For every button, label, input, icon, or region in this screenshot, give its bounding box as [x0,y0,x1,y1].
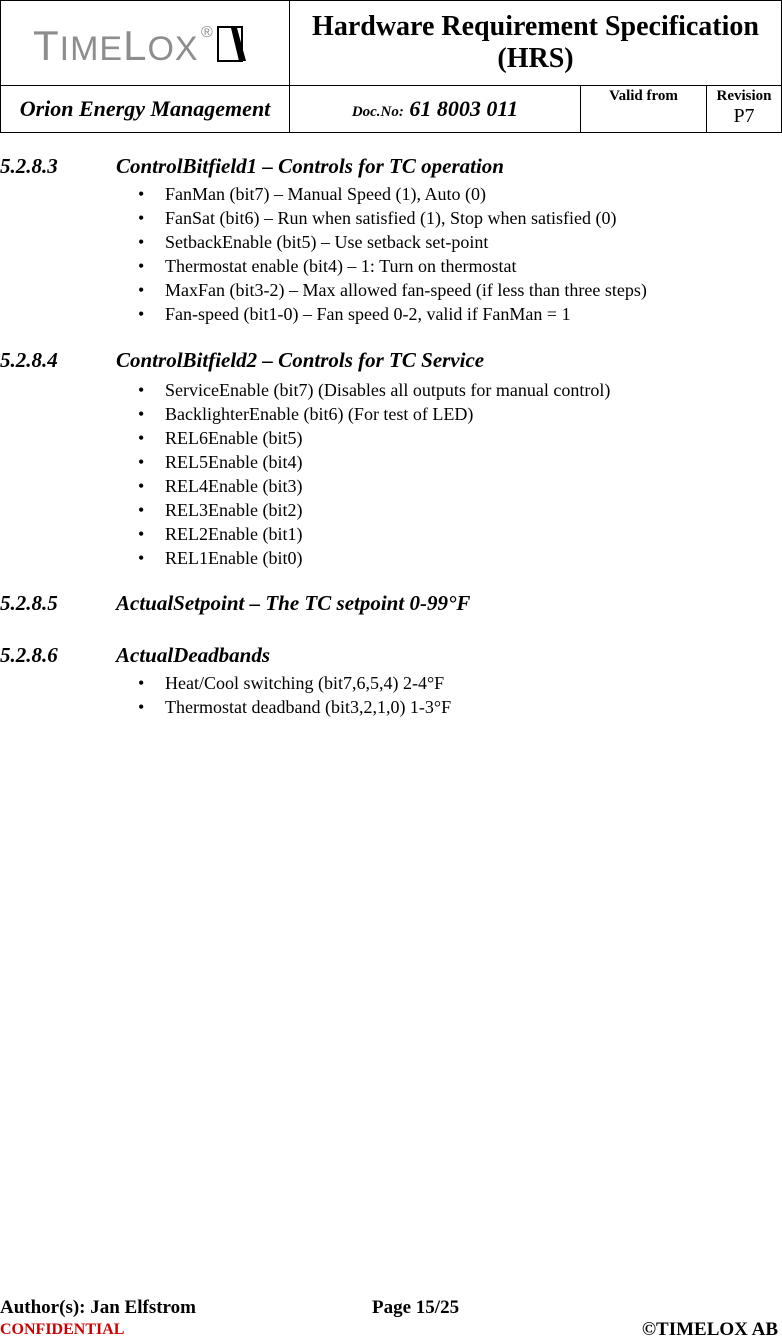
bullet-icon: • [138,304,145,324]
bullet-icon: • [138,548,145,568]
valid-from [581,86,707,133]
bullet-icon: • [138,452,145,472]
list-item: • REL2Enable (bit1) [138,524,303,544]
confidential-label: CONFIDENTIAL [0,1321,125,1338]
bullet-icon: • [138,428,145,448]
list-item: • SetbackEnable (bit5) – Use setback set-point [138,232,489,252]
company-name: Orion Energy Management [1,86,290,133]
bullet-list [0,182,782,326]
list-item: • ServiceEnable (bit7) (Disables all outputs for manual control) [138,380,611,400]
section-number: 5.2.8.4 [0,348,58,372]
section-heading [0,348,782,374]
section-number: 5.2.8.5 [0,591,58,615]
door-icon [217,26,247,62]
doc-number-value: 61 8003 011 [409,96,519,121]
list-item: • REL1Enable (bit0) [138,548,303,568]
bullet-icon: • [138,256,145,276]
list-item: • REL5Enable (bit4) [138,452,303,472]
page-number: Page 15/25 [372,1297,460,1318]
list-item: • Thermostat deadband (bit3,2,1,0) 1-3°F [138,697,452,717]
list-item: • Fan-speed (bit1-0) – Fan speed 0-2, valid if FanMan = 1 [138,304,571,324]
bullet-icon: • [138,404,145,424]
bullet-icon: • [138,380,145,400]
section-title: ActualSetpoint – The TC setpoint 0-99°F [116,591,471,615]
document-title: Hardware Requirement Specification (HRS) [290,1,782,86]
valid-from-label: Valid from [609,88,678,104]
list-item: • FanMan (bit7) – Manual Speed (1), Auto (0) [138,184,486,204]
section-title: ControlBitfield1 – Controls for TC operation [116,154,504,178]
section-title: ActualDeadbands [116,643,271,667]
list-item: • Thermostat enable (bit4) – 1: Turn on thermostat [138,256,517,276]
section-number: 5.2.8.6 [0,643,58,667]
author: Author(s): Jan Elfstrom [0,1297,196,1318]
bullet-icon: • [138,232,145,252]
bullet-icon: • [138,280,145,300]
section-5-2-8-3 [0,154,782,326]
bullet-icon: • [138,208,145,228]
revision [707,86,782,133]
list-item: • REL3Enable (bit2) [138,500,303,520]
bullet-icon: • [138,673,145,693]
section-5-2-8-4 [0,348,782,570]
list-item: • REL4Enable (bit3) [138,476,303,496]
section-number: 5.2.8.3 [0,154,58,178]
bullet-list [0,671,782,719]
section-heading [0,154,782,180]
registered-mark: ® [201,24,213,41]
logo-cell [1,1,290,86]
bullet-icon: • [138,524,145,544]
doc-number-label: Doc.No: [351,104,404,120]
bullet-list [0,378,782,570]
section-5-2-8-5 [0,591,782,617]
section-heading [0,643,782,669]
revision-label: Revision [716,88,772,104]
section-heading [0,591,782,617]
document-header [0,0,782,133]
list-item: • FanSat (bit6) – Run when satisfied (1), Stop when satisfied (0) [138,208,617,228]
bullet-icon: • [138,476,145,496]
bullet-icon: • [138,697,145,717]
list-item: • REL6Enable (bit5) [138,428,303,448]
list-item: • MaxFan (bit3-2) – Max allowed fan-speed (if less than three steps) [138,280,647,300]
section-5-2-8-6 [0,643,782,719]
bullet-icon: • [138,184,145,204]
copyright: ©TIMELOX AB [641,1319,778,1340]
section-title: ControlBitfield2 – Controls for TC Service [116,348,485,372]
list-item: • BacklighterEnable (bit6) (For test of LED) [138,404,474,424]
revision-value: P7 [733,105,755,127]
bullet-icon: • [138,500,145,520]
doc-number [290,86,581,133]
list-item: • Heat/Cool switching (bit7,6,5,4) 2-4°F [138,673,445,693]
timelox-logo: TIMELOX ® [31,18,271,68]
